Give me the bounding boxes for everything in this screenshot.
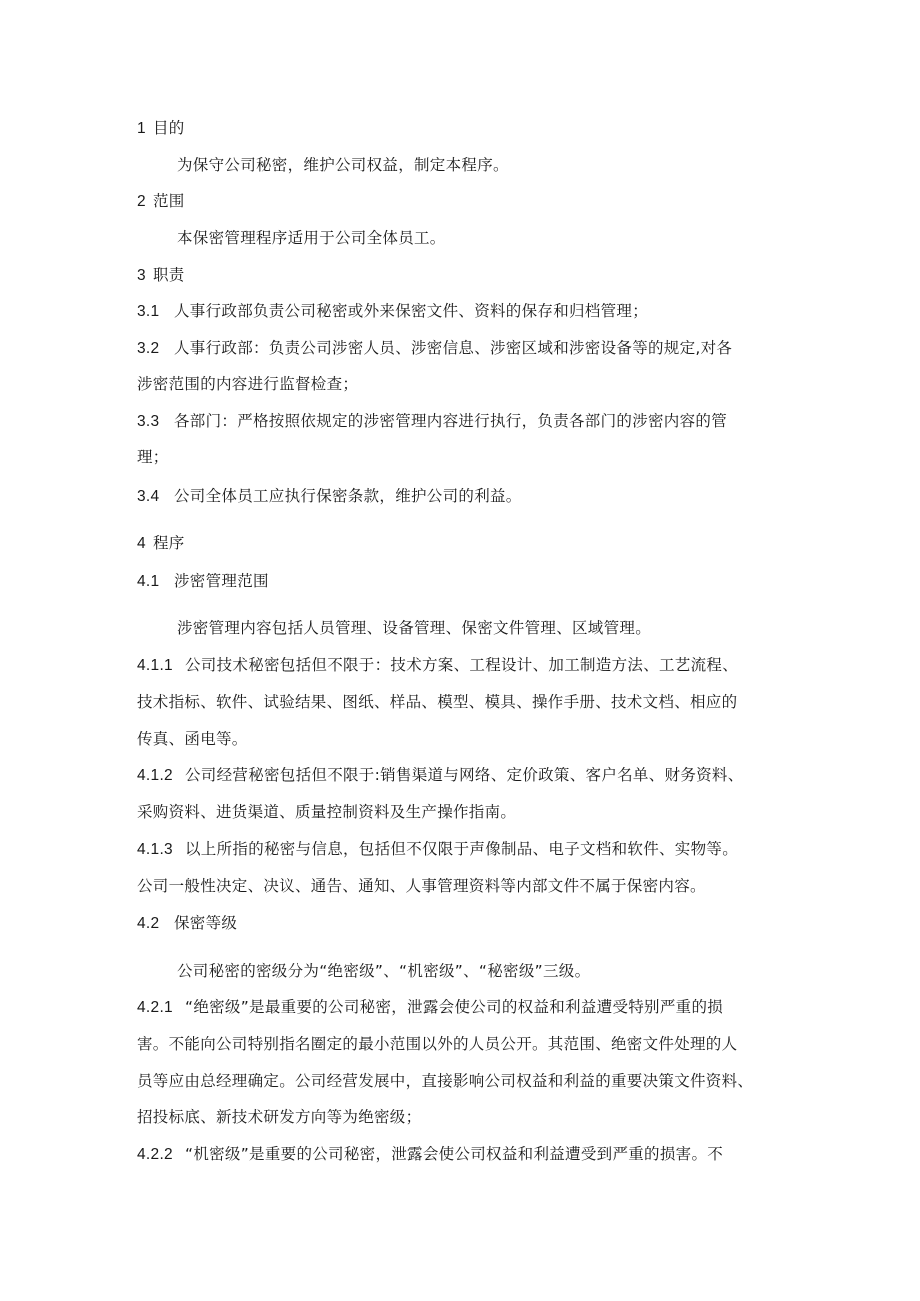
clause-number: 4.1.1 — [137, 657, 173, 674]
clause-continuation: 公司一般性决定、决议、通告、通知、人事管理资料等内部文件不属于保密内容。 — [137, 877, 706, 895]
heading-text: 职责 — [153, 266, 185, 284]
clause-continuation: 员等应由总经理确定。公司经营发展中，直接影响公司权益和利益的重要决策文件资料、 — [137, 1072, 754, 1090]
subheading-text: 涉密管理范围 — [174, 572, 269, 590]
paragraph: 涉密管理内容包括人员管理、设备管理、保密文件管理、区域管理。 — [177, 619, 652, 637]
clause-number: 4.2.1 — [137, 999, 173, 1016]
clause-continuation: 理； — [137, 448, 169, 466]
clause-text: 以上所指的秘密与信息，包括但不仅限于声像制品、电子文档和软件、实物等。 — [185, 840, 739, 858]
clause-continuation: 招投标底、新技术研发方向等为绝密级； — [137, 1108, 422, 1126]
heading-2 — [137, 191, 185, 212]
clause-3-2 — [137, 338, 732, 359]
clause-number: 4.1.2 — [137, 767, 173, 784]
section-number: 3 — [137, 267, 146, 284]
clause-text: 人事行政部负责公司秘密或外来保密文件、资料的保存和归档管理； — [174, 302, 649, 320]
clause-text: 各部门：严格按照依规定的涉密管理内容进行执行，负责各部门的涉密内容的管 — [174, 412, 728, 430]
clause-text: 公司全体员工应执行保密条款，维护公司的利益。 — [174, 487, 522, 505]
clause-text: 公司技术秘密包括但不限于：技术方案、工程设计、加工制造方法、工艺流程、 — [185, 656, 739, 674]
subheading-4-1 — [137, 571, 269, 592]
clause-number: 4.2.2 — [137, 1146, 173, 1163]
clause-number: 4.1.3 — [137, 841, 173, 858]
clause-4-2-1 — [137, 997, 723, 1018]
clause-number: 3.4 — [137, 488, 160, 505]
heading-4 — [137, 533, 185, 554]
paragraph: 公司秘密的密级分为“绝密级”、“机密级”、“秘密级”三级。 — [177, 962, 591, 980]
paragraph: 为保守公司秘密，维护公司权益，制定本程序。 — [177, 156, 509, 174]
clause-number: 3.3 — [137, 413, 160, 430]
clause-number: 4.1 — [137, 573, 160, 590]
paragraph: 本保密管理程序适用于公司全体员工。 — [177, 229, 446, 247]
clause-3-3 — [137, 411, 727, 432]
clause-4-1-2 — [137, 765, 744, 786]
clause-continuation: 技术指标、软件、试验结果、图纸、样品、模型、模具、操作手册、技术文档、相应的 — [137, 693, 738, 711]
clause-continuation: 采购资料、进货渠道、质量控制资料及生产操作指南。 — [137, 803, 517, 821]
section-number: 1 — [137, 120, 146, 137]
clause-continuation: 涉密范围的内容进行监督检查； — [137, 375, 359, 393]
heading-3 — [137, 265, 185, 286]
clause-text: 人事行政部：负责公司涉密人员、涉密信息、涉密区域和涉密设备等的规定,对各 — [174, 339, 733, 357]
heading-1 — [137, 118, 185, 139]
subheading-text: 保密等级 — [174, 914, 238, 932]
clause-4-1-1 — [137, 655, 738, 676]
clause-3-1 — [137, 301, 648, 322]
clause-number: 3.1 — [137, 303, 160, 320]
subheading-4-2 — [137, 913, 237, 934]
heading-text: 目的 — [153, 119, 185, 137]
clause-text: “绝密级”是最重要的公司秘密，泄露会使公司的权益和利益遭受特别严重的损 — [185, 998, 724, 1016]
clause-4-2-2 — [137, 1144, 723, 1165]
clause-continuation: 传真、函电等。 — [137, 730, 248, 748]
section-number: 4 — [137, 535, 146, 552]
clause-number: 4.2 — [137, 915, 160, 932]
clause-3-4 — [137, 486, 522, 507]
clause-number: 3.2 — [137, 340, 160, 357]
heading-text: 程序 — [153, 534, 185, 552]
clause-text: “机密级”是重要的公司秘密，泄露会使公司权益和利益遭受到严重的损害。不 — [185, 1145, 724, 1163]
heading-text: 范围 — [153, 192, 185, 210]
clause-continuation: 害。不能向公司特别指名圈定的最小范围以外的人员公开。其范围、绝密文件处理的人 — [137, 1035, 738, 1053]
clause-4-1-3 — [137, 839, 738, 860]
clause-text: 公司经营秘密包括但不限于:销售渠道与网络、定价政策、客户名单、财务资料、 — [185, 766, 744, 784]
section-number: 2 — [137, 193, 146, 210]
